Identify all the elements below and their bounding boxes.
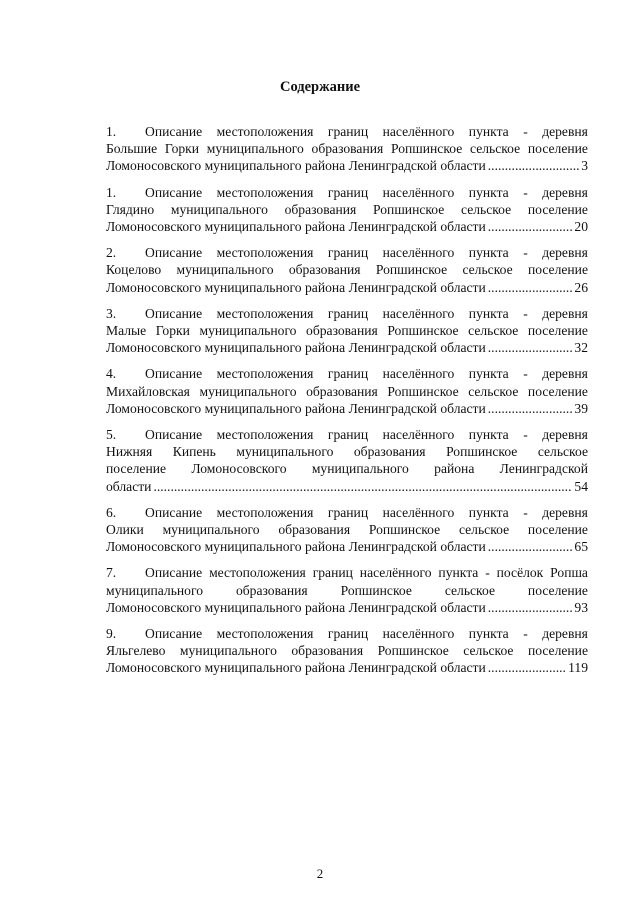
dot-leader [488,659,566,676]
toc-entry-word: Михайловская [106,383,190,399]
toc-entry-last-text: Ломоносовского муниципального района Ленинградской области [106,660,486,676]
toc-entry-word: границ [327,245,369,261]
toc-entry-word: - [523,245,528,261]
toc-entry-word: границ [327,184,369,200]
toc-entry-number: 5. [106,427,117,443]
toc-entry-last-line [106,157,588,174]
toc-entry-word: деревня [542,305,588,321]
dot-leader [488,400,573,417]
dot-leader [488,339,573,356]
toc-entry-word: образования [306,323,378,339]
toc-entry-word: - [523,626,528,642]
toc-entry-word: - [523,184,528,200]
toc-entry-first-line [106,426,588,443]
toc-entry-word: местоположения [216,504,314,520]
toc-entry-word: границ [327,124,369,139]
toc-entry-page[interactable]: 3 [581,158,588,174]
toc-entry[interactable] [106,305,588,357]
toc-entry-word: населённого [382,305,455,321]
toc-entry-word: пункта [468,626,509,642]
toc-entry[interactable] [106,123,588,175]
toc-entry-word: Ропшинское [368,522,441,538]
toc-entry-word: Описание [145,504,203,520]
toc-entry-word: сельское [458,522,510,538]
toc-entry-page[interactable]: 20 [574,219,588,235]
toc-entry[interactable] [106,184,588,236]
toc-entry-middle-text [106,201,588,218]
toc-entry-word: Малые [106,323,147,339]
table-of-contents [106,123,588,686]
toc-entry-last-text: области [106,478,152,494]
toc-entry-word: деревня [542,626,588,642]
toc-entry-word: деревня [542,504,588,520]
toc-entry-word: района [434,461,475,477]
toc-entry-word: Ропшинское [387,383,459,399]
toc-entry-word: пункта [468,366,509,382]
toc-entry-word: населённого [382,184,455,200]
toc-entry-word: образования [311,141,384,157]
toc-entry-word: сельское [463,643,514,659]
toc-entry-word: муниципального [106,582,204,598]
toc-entry-word: муниципального [162,522,260,538]
dot-leader [488,279,573,296]
toc-entry-word: местоположения [216,124,314,139]
toc-entry-first-line [106,305,588,322]
toc-entry-word: Олики [106,522,144,538]
toc-entry[interactable] [106,564,588,616]
toc-entry-word: муниципального [311,461,409,477]
toc-entry-middle-text [106,582,588,599]
toc-entry-page[interactable]: 119 [568,660,588,676]
toc-entry-page[interactable]: 65 [574,539,588,555]
toc-entry-word: Глядино [106,201,155,217]
toc-entry-word: поселение [527,643,588,659]
toc-entry-word: пункта [468,245,509,261]
toc-entry-number: 3. [106,305,117,321]
toc-entry-word: сельское [468,323,519,339]
toc-entry-word: поселение [106,461,167,477]
toc-entry-page[interactable]: 54 [574,478,588,494]
toc-entry-word: Ропшинское [373,201,445,217]
toc-entry-first-line [106,123,588,140]
toc-entry-word: деревня [542,124,588,139]
toc-entry-last-text: Ломоносовского муниципального района Ленинградской области [106,158,486,174]
toc-entry-word: сельское [470,141,521,157]
toc-entry-first-line [106,625,588,642]
toc-entry-word: Ропшинское [377,643,449,659]
toc-entry-word: пункта [468,504,509,520]
toc-entry-word: муниципального [176,262,274,278]
toc-entry-middle-text [106,521,588,538]
dot-leader [488,538,573,555]
toc-entry-word: Нижняя [106,444,153,460]
toc-entry[interactable] [106,244,588,296]
toc-entry-word: населённого [382,366,455,382]
toc-entry-word: населённого [382,427,455,443]
dot-leader [488,599,573,616]
toc-entry-word: образования [278,522,351,538]
toc-entry-word: сельское [461,201,512,217]
toc-entry-word: пункта [468,305,509,321]
toc-entry-last-line [106,538,588,555]
toc-entry-page[interactable]: 26 [574,279,588,295]
toc-entry-middle-text [106,140,588,157]
toc-entry-middle-text [106,383,588,400]
toc-entry-word: сельское [462,262,513,278]
toc-entry-word: сельское [444,582,495,598]
toc-entry-word: Горки [155,323,190,339]
toc-entry-word: Описание [145,184,203,200]
toc-entry-word: границ [327,504,369,520]
toc-entry-word: муниципального [199,323,297,339]
toc-entry-last-text: Ломоносовского муниципального района Ленинградской области [106,400,486,416]
toc-entry-word: населённого [382,124,455,139]
toc-entry-number: 9. [106,626,117,642]
toc-entry-last-text: Ломоносовского муниципального района Ленинградской области [106,539,486,555]
toc-entry-word: Ленинградской [499,461,588,477]
toc-entry-last-line [106,400,588,417]
toc-entry-word: муниципального [206,141,304,157]
toc-entry-number: 2. [106,245,117,261]
toc-entry-middle-text [106,322,588,339]
toc-entry-word: - [523,366,528,382]
toc-entry-word: образования [291,643,364,659]
toc-entry-middle-line [106,201,588,218]
toc-entry[interactable] [106,625,588,677]
toc-entry-word: деревня [542,427,588,443]
toc-entry-word: Ропшинское [340,582,412,598]
toc-entry-word: муниципального [170,201,268,217]
toc-entry-last-line [106,279,588,296]
toc-entry-word: населённого [359,565,432,581]
toc-entry-page[interactable]: 32 [574,340,588,356]
page-number: 2 [316,866,324,881]
toc-entry-last-line [106,599,588,616]
toc-entry-word: деревня [542,184,588,200]
toc-entry-word: границ [312,565,353,581]
toc-entry-word: - [523,124,528,139]
toc-entry-word: поселение [527,383,588,399]
toc-entry-word: границ [327,427,369,443]
toc-entry-word: образования [284,201,357,217]
toc-entry-middle-line [106,521,588,538]
toc-entry-word: Описание [145,305,203,321]
toc-entry-word: - [523,427,528,443]
toc-entry-last-text: Ломоносовского муниципального района Ленинградской области [106,340,486,356]
toc-entry-word: Ропшинское [391,141,463,157]
toc-entry-word: Описание [145,565,203,581]
toc-entry-word: Описание [145,124,203,139]
toc-entry-word: муниципального [199,383,297,399]
toc-entry-word: поселение [527,323,588,339]
dot-leader [488,218,573,235]
toc-entry-middle-line [106,261,588,278]
toc-entry-word: Ропша [550,565,588,581]
toc-entry-last-text: Ломоносовского муниципального района Ленинградской области [106,279,486,295]
toc-entry-word: муниципального [236,444,334,460]
toc-entry-middle-line [106,443,588,460]
toc-entry-word: Ломоносовского [191,461,287,477]
toc-entry-word: Горки [164,141,200,157]
toc-entry-last-line [106,339,588,356]
toc-entry-number: 1. [106,124,117,139]
toc-entry-word: местоположения [216,184,314,200]
toc-entry-word: Ропшинское [446,444,518,460]
toc-entry-first-line [106,564,588,581]
toc-entry-middle-line [106,383,588,400]
toc-entry-word: - [523,504,528,520]
toc-entry-word: Коцелово [106,262,162,278]
toc-entry-word: - [523,305,528,321]
toc-entry-word: образования [288,262,361,278]
toc-entry-word: поселение [527,582,588,598]
toc-entry-word: пункта [468,184,509,200]
toc-entry-word: населённого [382,504,455,520]
toc-entry-word: местоположения [216,427,314,443]
toc-entry-word: муниципального [179,643,277,659]
toc-entry-word: границ [327,626,369,642]
toc-entry-word: деревня [542,366,588,382]
toc-entry-word: Ропшинское [387,323,459,339]
toc-entry-word: границ [327,305,369,321]
toc-entry-word: населённого [382,626,455,642]
dot-leader [488,157,579,174]
toc-entry-number: 1. [106,184,117,200]
toc-entry-word: образования [306,383,378,399]
toc-entry-page[interactable]: 39 [574,400,588,416]
toc-entry-word: Ропшинское [375,262,448,278]
toc-entry-word: пункта [468,124,509,139]
toc-entry-word: Кипень [172,444,216,460]
toc-entry-middle-text [106,443,588,460]
toc-entry-word: - [485,565,490,581]
toc-entry-word: местоположения [216,626,314,642]
toc-entry-word: деревня [542,245,588,261]
toc-entry-word: поселение [527,141,588,157]
toc-entry-middle-line [106,322,588,339]
toc-entry-middle-line [106,140,588,157]
toc-entry-word: местоположения [216,366,314,382]
toc-entry-word: населённого [382,245,455,261]
toc-entry-word: местоположения [216,245,314,261]
toc-entry-word: пункта [438,565,479,581]
toc-entry-last-text: Ломоносовского муниципального района Ленинградской области [106,219,486,235]
toc-entry-middle-text [106,261,588,278]
toc-entry-page[interactable]: 93 [574,599,588,615]
toc-entry-word: Яльгелево [106,643,166,659]
toc-entry-last-line [106,659,588,676]
page-title: Содержание [279,79,361,95]
toc-entry-first-line [106,244,588,261]
toc-entry-word: местоположения [216,305,314,321]
toc-entry-middle-line [106,582,588,599]
toc-entry-first-line [106,365,588,382]
toc-entry-word: Описание [145,245,203,261]
toc-entry-word: местоположения [209,565,306,581]
toc-entry[interactable] [106,426,588,495]
toc-entry-word: Большие [106,141,158,157]
toc-entry-word: образования [235,582,308,598]
toc-entry-middle-text [106,460,588,477]
toc-entry-word: сельское [468,383,519,399]
toc-entry-number: 7. [106,565,117,581]
toc-entry[interactable] [106,504,588,556]
toc-entry-last-line [106,478,588,495]
toc-entry-word: пункта [468,427,509,443]
toc-entry-word: границ [327,366,369,382]
toc-entry-first-line [106,184,588,201]
toc-entry-word: поселение [527,262,588,278]
toc-entry[interactable] [106,365,588,417]
toc-entry-word: сельское [537,444,588,460]
toc-entry-word: Описание [145,427,203,443]
toc-entry-word: посёлок [496,565,544,581]
toc-entry-word: образования [353,444,426,460]
toc-entry-last-line [106,218,588,235]
toc-entry-word: поселение [527,522,588,538]
toc-entry-word: Описание [145,366,203,382]
toc-entry-number: 6. [106,504,117,520]
toc-entry-middle-line [106,460,588,477]
toc-entry-middle-text [106,642,588,659]
toc-entry-last-text: Ломоносовского муниципального района Ленинградской области [106,599,486,615]
toc-entry-middle-line [106,642,588,659]
toc-entry-number: 4. [106,366,117,382]
toc-entry-first-line [106,504,588,521]
toc-entry-word: поселение [527,201,588,217]
toc-entry-word: Описание [145,626,203,642]
dot-leader [153,478,572,495]
